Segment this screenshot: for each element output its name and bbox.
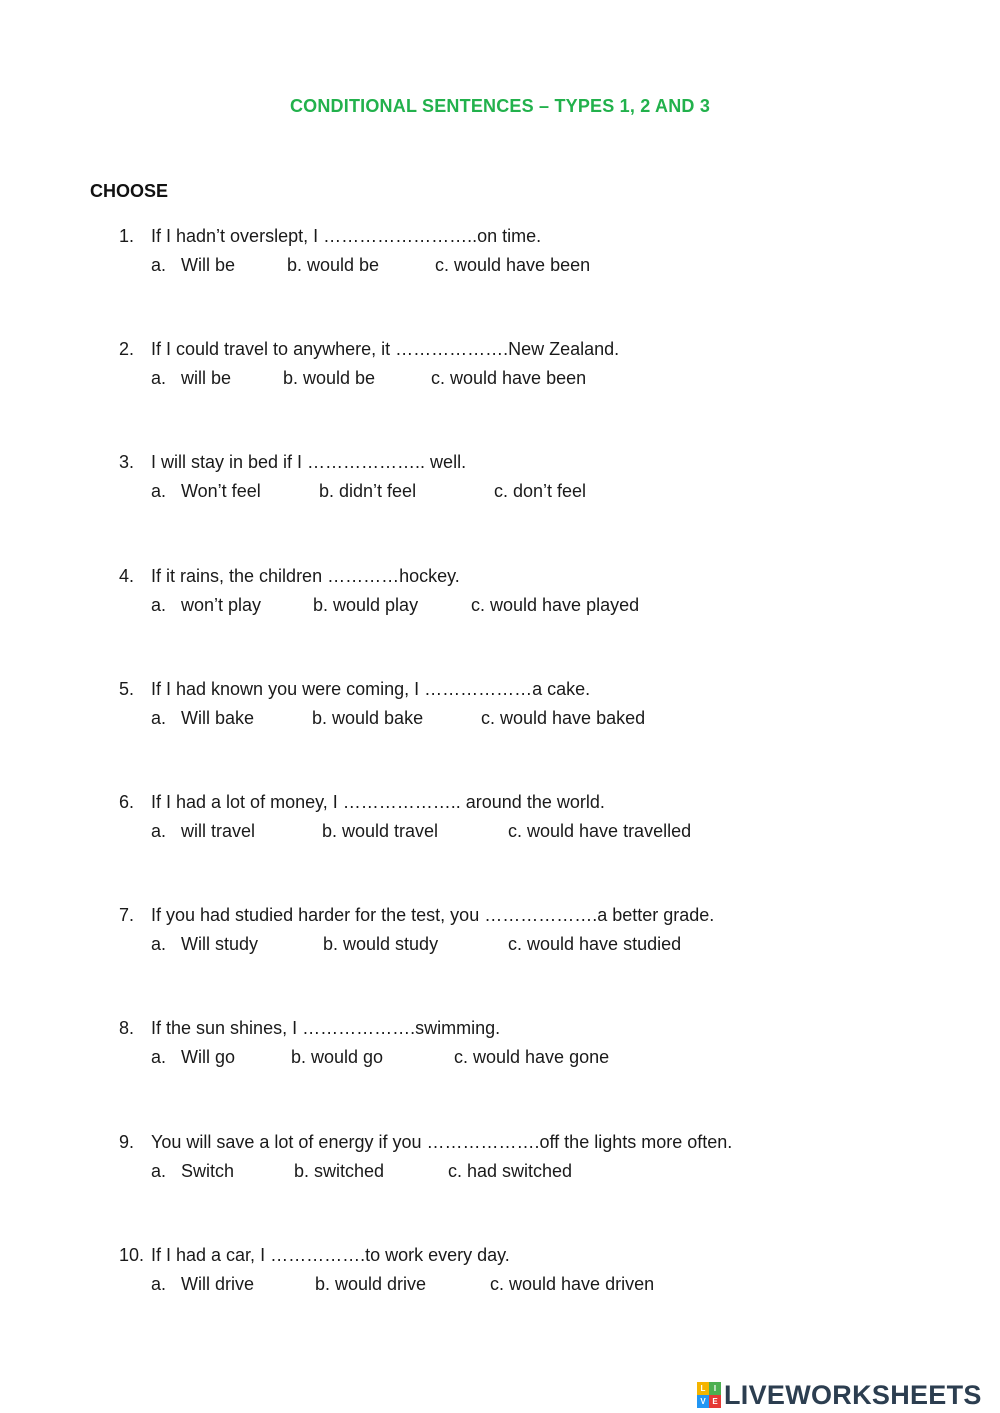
option-c[interactable]: c. would have played [471,594,640,615]
option-a-letter: a. [151,368,167,389]
question-number: 10. [119,1244,145,1265]
question-item [0,225,1000,295]
option-b[interactable]: b. would travel [322,821,439,841]
option-a[interactable]: Will be [181,255,236,275]
option-c[interactable]: c. would have been [435,255,591,275]
option-a[interactable]: won’t play [181,594,262,615]
option-a-letter: a. [151,1047,167,1068]
question-number: 5. [119,678,135,699]
question-number: 7. [119,905,135,926]
question-number: 2. [119,339,135,360]
question-text: I will stay in bed if I ……………….. well. [151,452,467,473]
question-item [0,791,1000,861]
option-b[interactable]: b. would bake [312,707,424,728]
option-c[interactable]: c. would have driven [490,1273,655,1294]
option-c[interactable]: c. don’t feel [494,481,587,502]
question-text: If you had studied harder for the test, you ……………….a better grade. [151,905,715,926]
question-number: 8. [119,1018,135,1039]
option-c[interactable]: c. would have travelled [508,821,692,841]
logo-text: LIVEWORKSHEETS [724,1379,982,1410]
question-text: If I had a lot of money, I ……………….. around the world. [151,792,605,812]
option-a-letter: a. [151,255,167,275]
option-b[interactable]: b. didn’t feel [319,481,417,502]
option-b[interactable]: b. would be [287,255,380,275]
question-item [0,451,1000,521]
question-text: If it rains, the children …………hockey. [151,565,460,586]
question-item [0,565,1000,635]
option-c[interactable]: c. would have baked [481,707,646,728]
logo-icon-letter: E [709,1395,721,1408]
option-a-letter: a. [151,481,167,502]
option-b[interactable]: b. would be [283,368,376,389]
option-a[interactable]: Will bake [181,707,255,728]
option-a[interactable]: will travel [181,821,256,841]
question-text: If I had a car, I …………….to work every day. [151,1244,510,1265]
option-a[interactable]: Will study [181,934,259,955]
option-a-letter: a. [151,934,167,955]
question-number: 1. [119,226,135,246]
option-a-letter: a. [151,1160,167,1181]
question-item [0,678,1000,748]
logo-icon-letter: V [697,1395,709,1408]
option-c[interactable]: c. would have gone [454,1047,610,1068]
logo-icon-letter: I [709,1382,721,1395]
option-a[interactable]: Will drive [181,1273,255,1294]
question-number: 9. [119,1131,135,1152]
question-item [0,338,1000,408]
option-a-letter: a. [151,707,167,728]
question-number: 3. [119,452,135,473]
option-b[interactable]: b. would drive [315,1273,427,1294]
option-a[interactable]: will be [181,368,232,389]
section-heading: CHOOSE [90,181,169,201]
liveworksheets-logo [697,1378,982,1412]
option-c[interactable]: c. would have studied [508,934,682,955]
option-b[interactable]: b. switched [294,1160,385,1181]
question-text: You will save a lot of energy if you ……………….off the lights more often. [151,1131,733,1152]
option-a[interactable]: Won’t feel [181,481,261,502]
question-number: 6. [119,792,135,812]
liveworksheets-logo-icon [697,1382,721,1408]
question-number: 4. [119,565,135,586]
option-a[interactable]: Switch [181,1160,235,1181]
question-text: If I hadn’t overslept, I ……………………..on time. [151,226,542,246]
option-a-letter: a. [151,821,167,841]
option-a[interactable]: Will go [181,1047,236,1068]
question-item [0,1017,1000,1087]
worksheet-title: CONDITIONAL SENTENCES – TYPES 1, 2 AND 3 [289,96,711,116]
option-b[interactable]: b. would go [291,1047,384,1068]
question-item [0,904,1000,974]
option-c[interactable]: c. would have been [431,368,587,389]
option-b[interactable]: b. would play [313,594,419,615]
question-item [0,1131,1000,1201]
option-a-letter: a. [151,1273,167,1294]
question-text: If I had known you were coming, I ………………a cake. [151,678,591,699]
question-item [0,1244,1000,1314]
question-text: If the sun shines, I ……………….swimming. [151,1018,501,1039]
option-b[interactable]: b. would study [323,934,439,955]
logo-icon-letter: L [697,1382,709,1395]
option-a-letter: a. [151,594,167,615]
option-c[interactable]: c. had switched [448,1160,573,1181]
question-text: If I could travel to anywhere, it ……………….New Zealand. [151,339,620,360]
